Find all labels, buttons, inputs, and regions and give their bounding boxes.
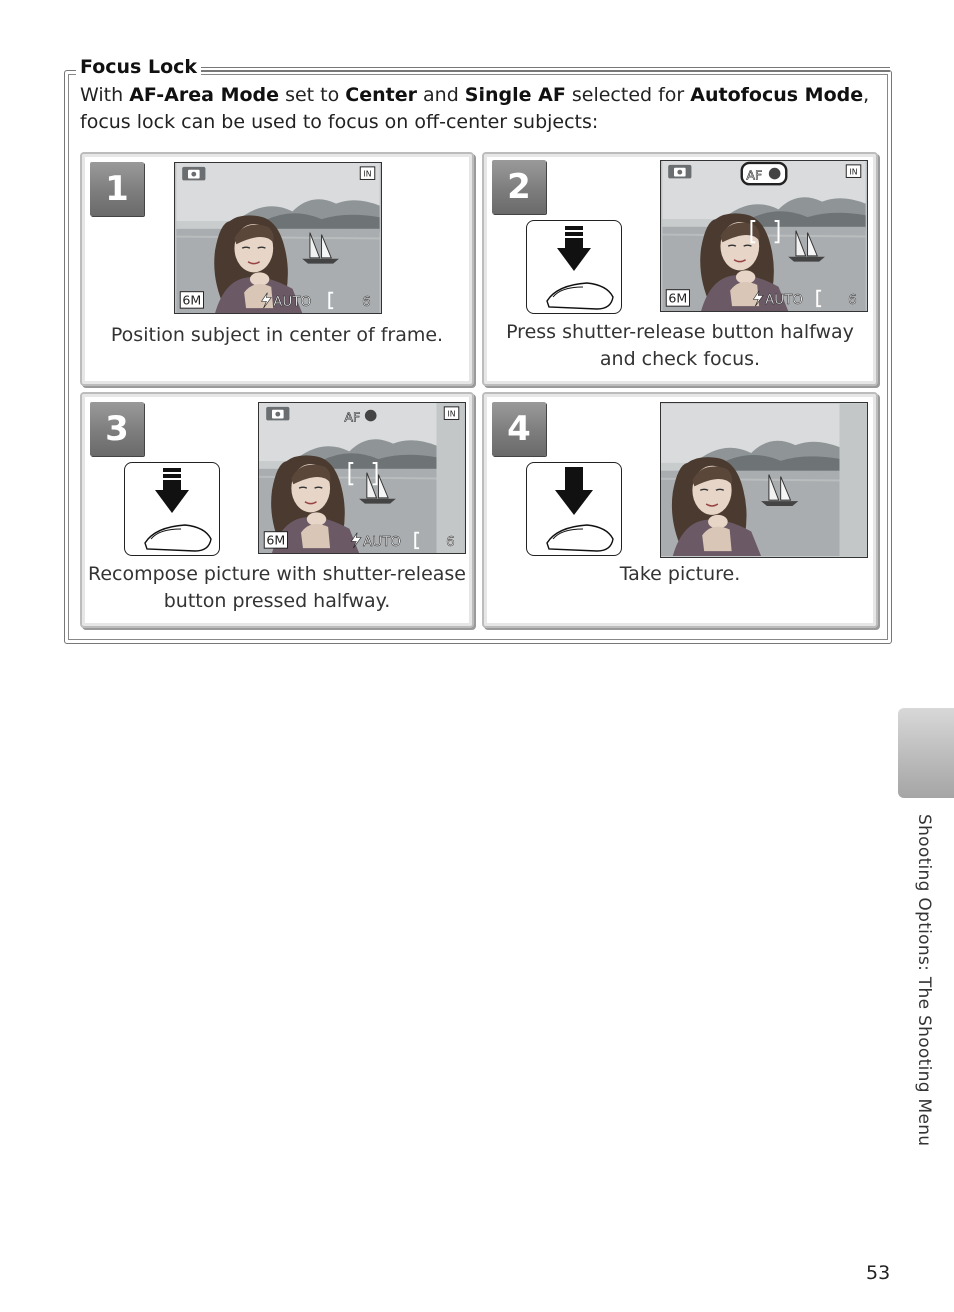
step-caption: Recompose picture with shutter-release button pressed halfway.: [88, 563, 466, 612]
svg-text:IN: IN: [363, 169, 372, 179]
step-number: 2: [492, 160, 546, 214]
intro-text: With AF-Area Mode set to Center and Single AF selected for Autofocus Mode, focus lock can be used to focus on off-center subjects:: [80, 84, 870, 133]
photo-result: [660, 402, 868, 558]
step-number: 1: [90, 162, 144, 216]
svg-text:AF: AF: [746, 167, 763, 183]
step-1-panel: [80, 152, 474, 386]
step-caption: Take picture.: [619, 563, 741, 585]
svg-text:AF: AF: [344, 409, 361, 425]
step-4-panel: [482, 392, 878, 628]
svg-text:AUTO: AUTO: [273, 294, 312, 311]
chapter-tab: [898, 708, 954, 798]
svg-text:6M: 6M: [668, 290, 688, 306]
shutter-button-icon: [124, 462, 220, 556]
title-rule: [188, 67, 890, 72]
step-caption: Position subject in center of frame.: [110, 324, 444, 346]
svg-text:6: 6: [848, 292, 857, 309]
step-number: 4: [492, 402, 546, 456]
step-3-panel: [80, 392, 474, 628]
camera-screen: [174, 162, 382, 314]
svg-text:AUTO: AUTO: [362, 534, 402, 551]
svg-text:6M: 6M: [266, 532, 286, 548]
step-number: 3: [90, 402, 144, 456]
svg-text:IN: IN: [849, 167, 858, 177]
svg-text:6: 6: [362, 294, 371, 311]
chapter-title: Shooting Options: The Shooting Menu: [914, 814, 934, 1147]
page-number: 53: [866, 1262, 891, 1284]
step-2-panel: [482, 152, 878, 386]
section-title: Focus Lock: [76, 56, 201, 78]
step-caption: Press shutter-release button halfway and check focus.: [506, 321, 854, 370]
svg-text:AUTO: AUTO: [764, 292, 804, 309]
shutter-button-icon: [526, 462, 622, 556]
svg-text:6: 6: [446, 534, 455, 551]
camera-screen: [660, 160, 868, 312]
svg-text:IN: IN: [447, 409, 456, 419]
svg-text:6M: 6M: [182, 292, 202, 308]
camera-screen: [258, 402, 466, 554]
shutter-button-icon: [526, 220, 622, 314]
